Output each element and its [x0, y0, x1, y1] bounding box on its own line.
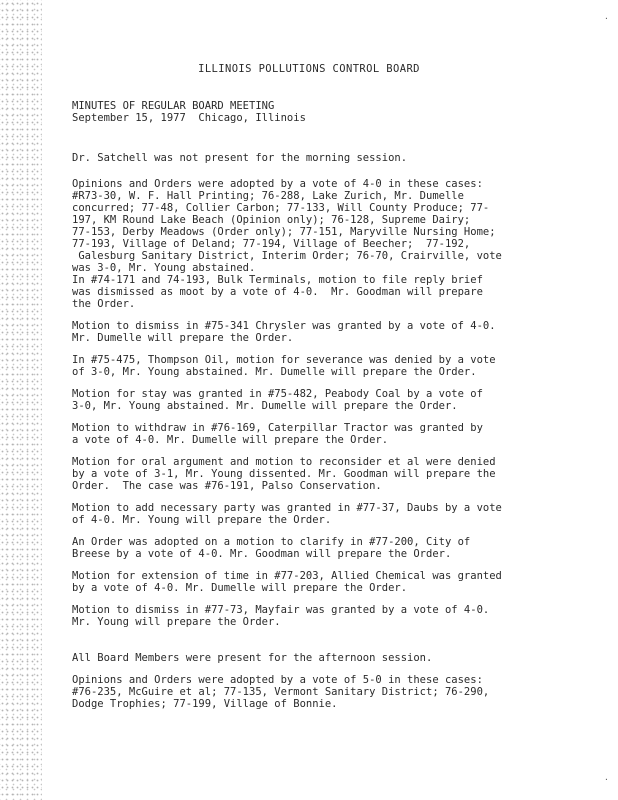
paragraph-thompson-oil: In #75-475, Thompson Oil, motion for severance was denied by a vote of 3-0, Mr. Young abstained. Mr. Dumelle will prepare the Order. — [72, 354, 496, 378]
minutes-body — [72, 152, 572, 720]
paragraph-chrysler: Motion to dismiss in #75-341 Chrysler was granted by a vote of 4-0. Mr. Dumelle will prepare the Order. — [72, 320, 496, 344]
paragraph-caterpillar: Motion to withdraw in #76-169, Caterpillar Tractor was granted by a vote of 4-0. Mr. Dumelle will prepare the Order. — [72, 422, 483, 446]
paragraph-mayfair: Motion to dismiss in #77-73, Mayfair was granted by a vote of 4-0. Mr. Young will prepare the Order. — [72, 604, 490, 628]
paragraph-opinions-morning: Opinions and Orders were adopted by a vote of 4-0 in these cases: #R73-30, W. F. Hall Printing; 76-288, Lake Zurich, Mr. Dumelle concurred; 77-48, Collier Carbon; 77-133, Will County Produce; 77- 197, KM Round Lake Beach (Opinion only); 76-128, Supreme Dairy; 77-153, Derby Meadows (Order only); 77-151, Maryville Nursing Home; 77-193, Village of Deland; 77-194, Village of Beecher; 77-192, Galesburg Sanitary District, Interim Order; 76-70, Crairville, vote was 3-0, Mr. Young abstained. — [72, 178, 502, 274]
scan-speck: · — [604, 14, 609, 23]
paragraph-attendance-afternoon: All Board Members were present for the afternoon session. — [72, 652, 433, 664]
paragraph-breese: An Order was adopted on a motion to clarify in #77-200, City of Breese by a vote of 4-0. Mr. Goodman will prepare the Order. — [72, 536, 471, 560]
meeting-date: September 15, 1977 Chicago, Illinois — [72, 112, 306, 124]
scan-edge-noise — [0, 0, 42, 800]
paragraph-opinions-afternoon: Opinions and Orders were adopted by a vote of 5-0 in these cases: #76-235, McGuire et al; 77-135, Vermont Sanitary District; 76-290, Dodge Trophies; 77-199, Village of Bonnie. — [72, 674, 490, 710]
paragraph-bulk-terminals: In #74-171 and 74-193, Bulk Terminals, motion to file reply brief was dismissed as moot by a vote of 4-0. Mr. Goodman will prepare the Order. — [72, 274, 483, 310]
paragraph-palso: Motion for oral argument and motion to reconsider et al were denied by a vote of 3-1, Mr. Young dissented. Mr. Goodman will prepare the Order. The case was #76-191, Palso Conservation. — [72, 456, 496, 492]
meeting-header — [72, 100, 306, 124]
paragraph-allied-chemical: Motion for extension of time in #77-203, Allied Chemical was granted by a vote of 4-0. Mr. Dumelle will prepare the Order. — [72, 570, 502, 594]
meeting-title: MINUTES OF REGULAR BOARD MEETING — [72, 100, 275, 112]
paragraph-peabody-coal: Motion for stay was granted in #75-482, Peabody Coal by a vote of 3-0, Mr. Young abstained. Mr. Dumelle will prepare the Order. — [72, 388, 483, 412]
document-heading: ILLINOIS POLLUTIONS CONTROL BOARD — [198, 63, 420, 75]
scan-speck: · — [604, 775, 609, 784]
paragraph-daubs: Motion to add necessary party was granted in #77-37, Daubs by a vote of 4-0. Mr. Young will prepare the Order. — [72, 502, 502, 526]
paragraph-attendance-morning: Dr. Satchell was not present for the morning session. — [72, 152, 408, 164]
